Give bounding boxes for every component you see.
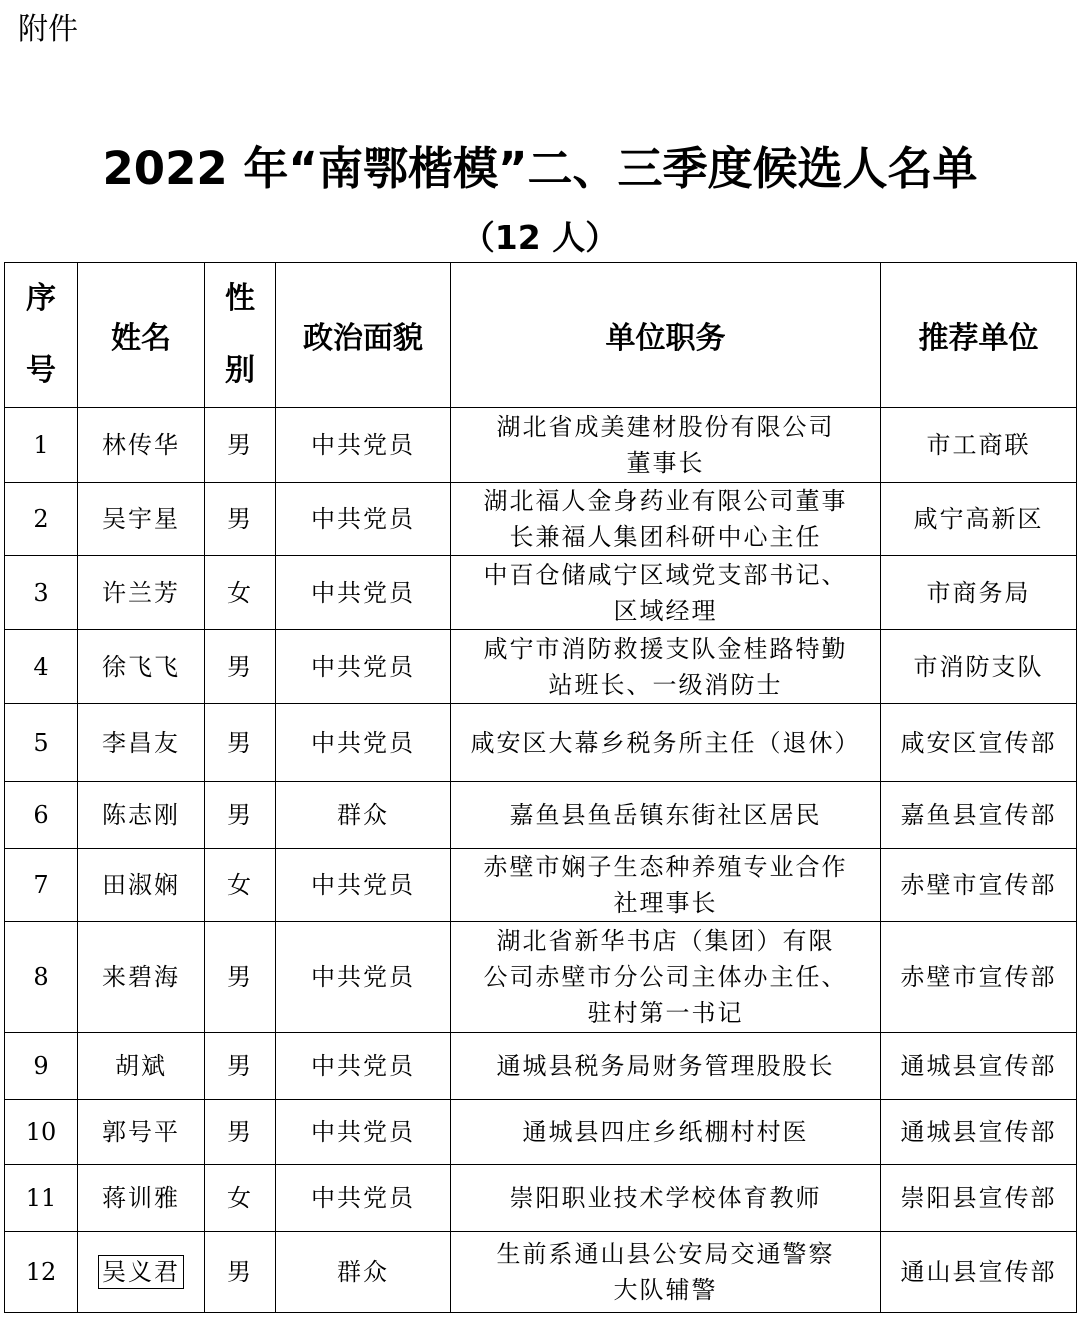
cell-position bbox=[451, 556, 881, 630]
cell-position bbox=[451, 483, 881, 556]
header-political: 政治面貌 bbox=[276, 263, 451, 408]
position-line: 通城县四庄乡纸棚村村医 bbox=[522, 1118, 809, 1146]
table-row bbox=[5, 1100, 1077, 1165]
candidate-name: 陈志刚 bbox=[102, 801, 180, 829]
cell-gender: 女 bbox=[205, 556, 276, 630]
cell-political: 群众 bbox=[276, 1232, 451, 1313]
cell-recommender: 赤壁市宣传部 bbox=[881, 849, 1077, 922]
cell-gender: 男 bbox=[205, 1033, 276, 1100]
position-line: 大队辅警 bbox=[613, 1276, 718, 1304]
position-line: 咸宁市消防救援支队金桂路特勤 bbox=[483, 634, 848, 663]
table-row bbox=[5, 408, 1077, 483]
position-line: 董事长 bbox=[626, 449, 705, 477]
cell-name bbox=[78, 782, 205, 849]
cell-position bbox=[451, 408, 881, 483]
candidate-name: 胡斌 bbox=[115, 1052, 167, 1080]
cell-position bbox=[451, 1100, 881, 1165]
cell-index: 12 bbox=[5, 1232, 78, 1313]
cell-gender: 女 bbox=[205, 849, 276, 922]
cell-gender: 男 bbox=[205, 483, 276, 556]
cell-index: 7 bbox=[5, 849, 78, 922]
candidate-name: 来碧海 bbox=[102, 963, 180, 991]
cell-recommender: 市商务局 bbox=[881, 556, 1077, 630]
page-title: 2022 年“南鄂楷模”二、三季度候选人名单 bbox=[102, 142, 978, 195]
position-line: 站班长、一级消防士 bbox=[548, 670, 783, 699]
position-line: 湖北省成美建材股份有限公司 bbox=[496, 413, 835, 441]
position-line: 湖北省新华书店（集团）有限 bbox=[496, 927, 835, 955]
table-row bbox=[5, 1232, 1077, 1313]
cell-political: 群众 bbox=[276, 782, 451, 849]
cell-political: 中共党员 bbox=[276, 849, 451, 922]
position-line: 嘉鱼县鱼岳镇东街社区居民 bbox=[509, 801, 822, 829]
table-row bbox=[5, 704, 1077, 782]
cell-name bbox=[78, 1033, 205, 1100]
cell-recommender: 崇阳县宣传部 bbox=[881, 1165, 1077, 1232]
header-gender bbox=[205, 263, 276, 408]
cell-political: 中共党员 bbox=[276, 704, 451, 782]
cell-gender: 男 bbox=[205, 1232, 276, 1313]
candidate-name: 郭号平 bbox=[102, 1118, 180, 1146]
position-line: 中百仓储咸宁区域党支部书记、 bbox=[483, 560, 848, 589]
position-line: 区域经理 bbox=[613, 596, 718, 625]
header-recommender: 推荐单位 bbox=[881, 263, 1077, 408]
cell-name bbox=[78, 1165, 205, 1232]
cell-index: 1 bbox=[5, 408, 78, 483]
cell-political: 中共党员 bbox=[276, 556, 451, 630]
cell-political: 中共党员 bbox=[276, 630, 451, 704]
cell-recommender: 咸宁高新区 bbox=[881, 483, 1077, 556]
candidate-name: 李昌友 bbox=[102, 728, 180, 757]
cell-gender: 男 bbox=[205, 704, 276, 782]
cell-name bbox=[78, 483, 205, 556]
candidate-name: 徐飞飞 bbox=[102, 652, 180, 681]
table-row bbox=[5, 1033, 1077, 1100]
cell-name bbox=[78, 408, 205, 483]
cell-recommender: 市消防支队 bbox=[881, 630, 1077, 704]
candidate-table bbox=[4, 262, 1077, 1313]
table-row bbox=[5, 1165, 1077, 1232]
cell-index: 6 bbox=[5, 782, 78, 849]
header-name: 姓名 bbox=[78, 263, 205, 408]
header-index-top: 序 bbox=[26, 281, 56, 316]
cell-recommender: 嘉鱼县宣传部 bbox=[881, 782, 1077, 849]
cell-recommender: 通城县宣传部 bbox=[881, 1033, 1077, 1100]
cell-recommender: 赤壁市宣传部 bbox=[881, 922, 1077, 1033]
cell-political: 中共党员 bbox=[276, 1100, 451, 1165]
table-row bbox=[5, 782, 1077, 849]
cell-index: 5 bbox=[5, 704, 78, 782]
header-index bbox=[5, 263, 78, 408]
cell-position bbox=[451, 1232, 881, 1313]
cell-name bbox=[78, 1232, 205, 1313]
cell-position bbox=[451, 922, 881, 1033]
cell-name bbox=[78, 630, 205, 704]
header-position: 单位职务 bbox=[451, 263, 881, 408]
cell-index: 8 bbox=[5, 922, 78, 1033]
cell-index: 11 bbox=[5, 1165, 78, 1232]
table-row bbox=[5, 630, 1077, 704]
cell-index: 2 bbox=[5, 483, 78, 556]
cell-name bbox=[78, 1100, 205, 1165]
cell-gender: 男 bbox=[205, 630, 276, 704]
position-line: 湖北福人金身药业有限公司董事 bbox=[483, 487, 848, 515]
cell-recommender: 咸安区宣传部 bbox=[881, 704, 1077, 782]
cell-gender: 男 bbox=[205, 1100, 276, 1165]
page-subtitle: （12 人） bbox=[461, 218, 619, 257]
cell-political: 中共党员 bbox=[276, 483, 451, 556]
cell-position bbox=[451, 704, 881, 782]
cell-name bbox=[78, 556, 205, 630]
candidate-name: 蒋训雅 bbox=[102, 1184, 180, 1212]
table-row bbox=[5, 556, 1077, 630]
attachment-label: 附件 bbox=[18, 12, 78, 47]
cell-political: 中共党员 bbox=[276, 1165, 451, 1232]
position-line: 社理事长 bbox=[613, 889, 718, 917]
position-line: 赤壁市娴子生态种养殖专业合作 bbox=[483, 853, 848, 881]
table-row bbox=[5, 922, 1077, 1033]
position-line: 咸安区大幕乡税务所主任（退休） bbox=[470, 728, 861, 757]
cell-position bbox=[451, 782, 881, 849]
cell-position bbox=[451, 630, 881, 704]
cell-name bbox=[78, 922, 205, 1033]
table-body bbox=[5, 408, 1077, 1313]
candidate-name: 林传华 bbox=[102, 431, 180, 459]
cell-index: 9 bbox=[5, 1033, 78, 1100]
position-line: 通城县税务局财务管理股股长 bbox=[496, 1052, 835, 1080]
header-gender-top: 性 bbox=[225, 281, 255, 316]
position-line: 长兼福人集团科研中心主任 bbox=[509, 523, 822, 551]
position-line: 驻村第一书记 bbox=[587, 999, 744, 1027]
cell-gender: 男 bbox=[205, 782, 276, 849]
cell-gender: 女 bbox=[205, 1165, 276, 1232]
cell-political: 中共党员 bbox=[276, 408, 451, 483]
header-index-bottom: 号 bbox=[26, 353, 56, 388]
cell-gender: 男 bbox=[205, 922, 276, 1033]
position-line: 崇阳职业技术学校体育教师 bbox=[509, 1184, 822, 1212]
candidate-name: 吴宇星 bbox=[102, 505, 180, 533]
cell-position bbox=[451, 849, 881, 922]
cell-position bbox=[451, 1165, 881, 1232]
cell-recommender: 市工商联 bbox=[881, 408, 1077, 483]
cell-index: 10 bbox=[5, 1100, 78, 1165]
cell-name bbox=[78, 704, 205, 782]
table-row bbox=[5, 849, 1077, 922]
header-gender-bottom: 别 bbox=[225, 353, 255, 388]
position-line: 公司赤壁市分公司主体办主任、 bbox=[483, 963, 848, 991]
candidate-name: 吴义君 bbox=[98, 1255, 184, 1289]
cell-political: 中共党员 bbox=[276, 922, 451, 1033]
cell-position bbox=[451, 1033, 881, 1100]
position-line: 生前系通山县公安局交通警察 bbox=[496, 1240, 835, 1268]
cell-index: 4 bbox=[5, 630, 78, 704]
cell-recommender: 通城县宣传部 bbox=[881, 1100, 1077, 1165]
table-row bbox=[5, 483, 1077, 556]
cell-name bbox=[78, 849, 205, 922]
candidate-name: 田淑娴 bbox=[102, 871, 180, 899]
table-header-row bbox=[5, 263, 1077, 408]
cell-gender: 男 bbox=[205, 408, 276, 483]
cell-index: 3 bbox=[5, 556, 78, 630]
cell-political: 中共党员 bbox=[276, 1033, 451, 1100]
cell-recommender: 通山县宣传部 bbox=[881, 1232, 1077, 1313]
candidate-name: 许兰芳 bbox=[102, 578, 180, 607]
